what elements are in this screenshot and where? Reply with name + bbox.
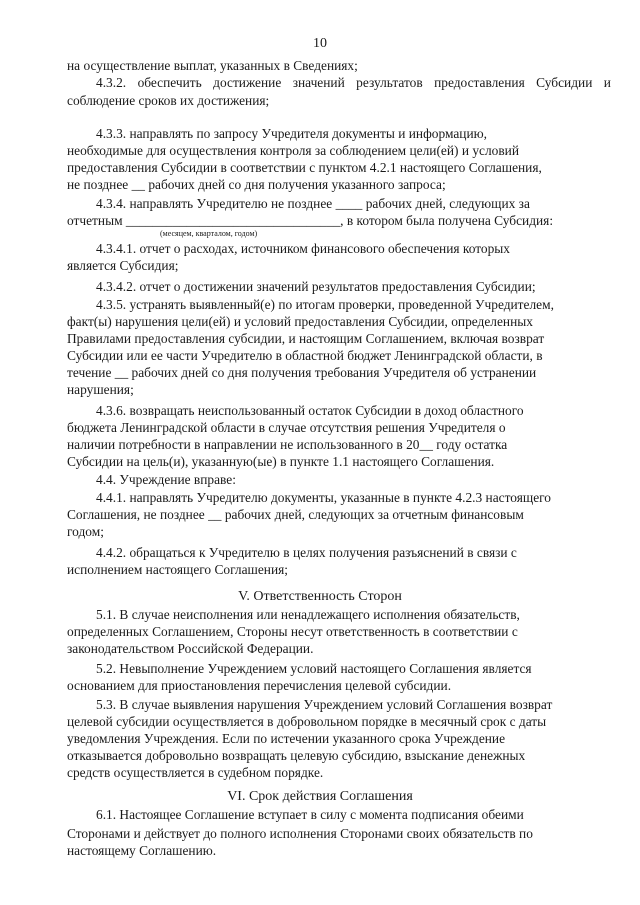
text-line: исполнением настоящего Соглашения;: [67, 562, 288, 577]
text-line: настоящему Соглашению.: [67, 843, 217, 858]
section-heading: V. Ответственность Сторон: [238, 589, 402, 604]
clause-5-2: 5.2. Невыполнение Учреждением условий настоящего Соглашения является: [96, 661, 532, 676]
text-line: не позднее __ рабочих дней со дня получения указанного запроса;: [67, 177, 446, 192]
text-line: целевой субсидии осуществляется в добровольном порядке в месячный срок с даты: [67, 714, 547, 729]
text-line: основанием для приостановления перечисления целевой субсидии.: [67, 678, 452, 693]
text-line: Сторонами и действует до полного исполнения Сторонами своих обязательств по: [67, 826, 533, 841]
text-line: является Субсидия;: [67, 258, 179, 273]
section-heading: VI. Срок действия Соглашения: [227, 789, 413, 804]
text-line: факт(ы) нарушения цели(ей) и условий предоставления Субсидии, определенных: [67, 314, 533, 329]
text-line: отчетным ________________________________, в котором была получена Субсидия:: [67, 213, 554, 228]
text-line: бюджета Ленинградской области в случае отсутствия решения Учредителя о: [67, 420, 506, 435]
clause-4-4-1: 4.4.1. направлять Учредителю документы, указанные в пункте 4.2.3 настоящего: [96, 490, 551, 505]
text-line: Правилами предоставления субсидии, и настоящим Соглашением, включая возврат: [67, 331, 545, 346]
clause-6-1: 6.1. Настоящее Соглашение вступает в силу с момента подписания обеими: [96, 807, 524, 822]
clause-4-3-6: 4.3.6. возвращать неиспользованный остаток Субсидии в доход областного: [96, 403, 524, 418]
text-line: соблюдение сроков их достижения;: [67, 93, 270, 108]
clause-4-3-4-1: 4.3.4.1. отчет о расходах, источником финансового обеспечения которых: [96, 241, 510, 256]
clause-4-4-2: 4.4.2. обращаться к Учредителю в целях получения разъяснений в связи с: [96, 545, 517, 560]
text-line: Субсидии или ее части Учредителю в областной бюджет Ленинградской области, в: [67, 348, 543, 363]
text-line: нарушения;: [67, 382, 134, 397]
page-number: 10: [313, 36, 327, 51]
text-line: необходимые для осуществления контроля за соблюдением цели(ей) и условий: [67, 143, 520, 158]
clause-4-3-5: 4.3.5. устранять выявленный(е) по итогам проверки, проведенной Учредителем,: [96, 297, 554, 312]
clause-4-3-4: 4.3.4. направлять Учредителю не позднее ____ рабочих дней, следующих за: [96, 196, 530, 211]
clause-4-3-2: 4.3.2. обеспечить достижение значений результатов предоставления Субсидии и: [96, 75, 611, 90]
clause-5-3: 5.3. В случае выявления нарушения Учреждением условий Соглашения возврат: [96, 697, 553, 712]
text-line: наличии потребности в направлении не использованного в 20__ году остатка: [67, 437, 508, 452]
text-line: предоставления Субсидии в соответствии с пунктом 4.2.1 настоящего Соглашения,: [67, 160, 542, 175]
text-line: законодательством Российской Федерации.: [67, 641, 314, 656]
footnote-period-hint: (месяцем, кварталом, годом): [160, 229, 258, 238]
text-line: средств осуществляется в судебном порядке.: [67, 765, 324, 780]
text-line: отказывается добровольно возвращать целевую субсидию, взыскание денежных: [67, 748, 526, 763]
clause-4-3-4-2: 4.3.4.2. отчет о достижении значений результатов предоставления Субсидии;: [96, 279, 536, 294]
clause-4-3-3: 4.3.3. направлять по запросу Учредителя документы и информацию,: [96, 126, 487, 141]
clause-4-4: 4.4. Учреждение вправе:: [96, 472, 236, 487]
text-line: годом;: [67, 524, 104, 539]
text-line: уведомления Учреждения. Если по истечении указанного срока Учреждение: [67, 731, 506, 746]
text-line: течение __ рабочих дней со дня получения требования Учредителя об устранении: [67, 365, 537, 380]
text-line: на осуществление выплат, указанных в Сведениях;: [67, 58, 358, 73]
clause-5-1: 5.1. В случае неисполнения или ненадлежащего исполнения обязательств,: [96, 607, 520, 622]
text-line: определенных Соглашением, Стороны несут ответственность в соответствии с: [67, 624, 518, 639]
text-line: Соглашения, не позднее __ рабочих дней, следующих за отчетным финансовым: [67, 507, 524, 522]
text-line: Субсидии на цель(и), указанную(ые) в пункте 1.1 настоящего Соглашения.: [67, 454, 495, 469]
